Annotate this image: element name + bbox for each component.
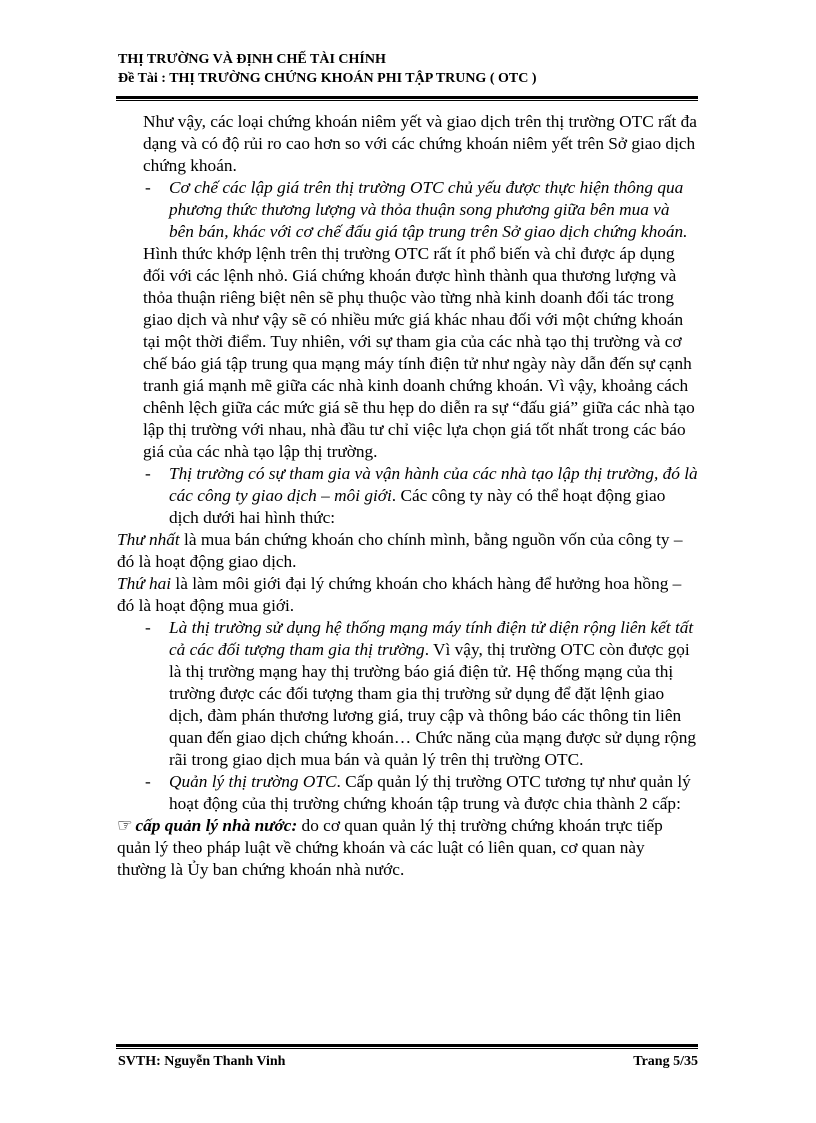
list-item-emphasis: Thị trường có sự tham gia và vận hành của các nhà tạo lập thị trường, đó là các công ty giao dịch – môi giới [169,464,698,505]
paragraph-first-form [117,529,698,573]
bullet-dash: - [145,618,151,637]
bullet-dash: - [145,772,151,791]
paragraph-text: là mua bán chứng khoán cho chính mình, bằng nguồn vốn của công ty – đó là hoạt động giao dịch. [117,530,683,571]
page-header [118,50,698,88]
list-item-market-makers [117,463,698,529]
header-rule [116,96,698,101]
header-topic: Đề Tài : THỊ TRƯỜNG CHỨNG KHOÁN PHI TẬP TRUNG ( OTC ) [118,71,537,86]
paragraph-text: do cơ quan quản lý thị trường chứng khoán trực tiếp quản lý theo pháp luật về chứng khoán và các luật có liên quan, cơ quan này thường là Ủy ban chứng khoán nhà nước. [117,816,663,879]
list-item-text: . Các công ty này có thể hoạt động giao dịch dưới hai hình thức: [169,486,666,527]
list-item-text: . Vì vậy, thị trường OTC còn được gọi là thị trường mạng hay thị trường báo giá điện tử. Hệ thống mạng của thị trường được các đối tượng tham gia thị trường sử dụng để đặt lệnh giao dịch, đàm phán thương lương giá, truy cập và thông báo các thông tin liên quan đến giao dịch chứng khoán… Chức năng của mạng được sử dụng rộng rãi trong giao dịch mua bán và quản lý trên thị trường OTC. [169,640,697,769]
bullet-dash: - [145,178,151,197]
page-number: Trang 5/35 [633,1054,698,1069]
emphasis-text: Thư nhất [117,530,180,549]
list-item-text: Cơ chế các lập giá trên thị trường OTC chủ yếu được thực hiện thông qua phương thức thương lượng và thỏa thuận song phương giữa bên mua và bên bán, khác với cơ chế đấu giá tập trung trên Sở giao dịch chứng khoán. [169,178,688,241]
list-item-network [117,617,698,771]
paragraph-state-level [117,815,698,881]
footer-author: SVTH: Nguyễn Thanh Vinh [118,1054,286,1069]
pointing-hand-icon: ☞ [117,816,133,835]
list-item-management [117,771,698,815]
list-item-emphasis: Quản lý thị trường OTC [169,772,337,791]
paragraph-matching: Hình thức khớp lệnh trên thị trường OTC rất ít phổ biến và chỉ được áp dụng đối với các lệnh nhỏ. Giá chứng khoán được hình thành qua thương lượng và thỏa thuận riêng biệt nên sẽ phụ thuộc vào từng nhà kinh doanh đối tác trong giao dịch và như vậy sẽ có nhiều mức giá khác nhau đối với một chứng khoán tại một thời điểm. Tuy nhiên, với sự tham gia của các nhà tạo thị trường và cơ chế báo giá tập trung qua mạng máy tính điện tử như ngày này dẫn đến sự cạnh tranh giá mạnh mẽ giữa các nhà kinh doanh chứng khoán. Vì vậy, khoảng cách chênh lệch giữa các mức giá sẽ thu hẹp do diễn ra sự “đấu giá” giữa các nhà tạo lập thị trường với nhau, nhà đầu tư chỉ việc lựa chọn giá tốt nhất trong các báo giá của các nhà tạo lập thị trường. [143,244,695,461]
list-item-pricing [117,177,698,243]
footer-rule [116,1044,698,1049]
document-body [117,111,698,881]
emphasis-text: Thứ hai [117,574,172,593]
header-title: THỊ TRƯỜNG VÀ ĐỊNH CHẾ TÀI CHÍNH [118,52,386,67]
list-item-text: . Cấp quản lý thị trường OTC tương tự như quản lý hoạt động của thị trường chứng khoán tập trung và được chia thành 2 cấp: [169,772,691,813]
paragraph-intro: Như vậy, các loại chứng khoán niêm yết và giao dịch trên thị trường OTC rất đa dạng và có độ rủi ro cao hơn so với các chứng khoán niêm yết trên Sở giao dịch chứng khoán. [143,112,697,175]
page-footer [118,1054,698,1070]
list-item-emphasis: Là thị trường sử dụng hệ thống mạng máy tính điện tử diện rộng liên kết tất cả các đối tượng tham gia thị trường [169,618,694,659]
bullet-dash: - [145,464,151,483]
emphasis-text: cấp quản lý nhà nước: [135,816,298,835]
paragraph-second-form [117,573,698,617]
paragraph-text: là làm môi giới đại lý chứng khoán cho khách hàng để hưởng hoa hồng – đó là hoạt động mua giới. [117,574,682,615]
